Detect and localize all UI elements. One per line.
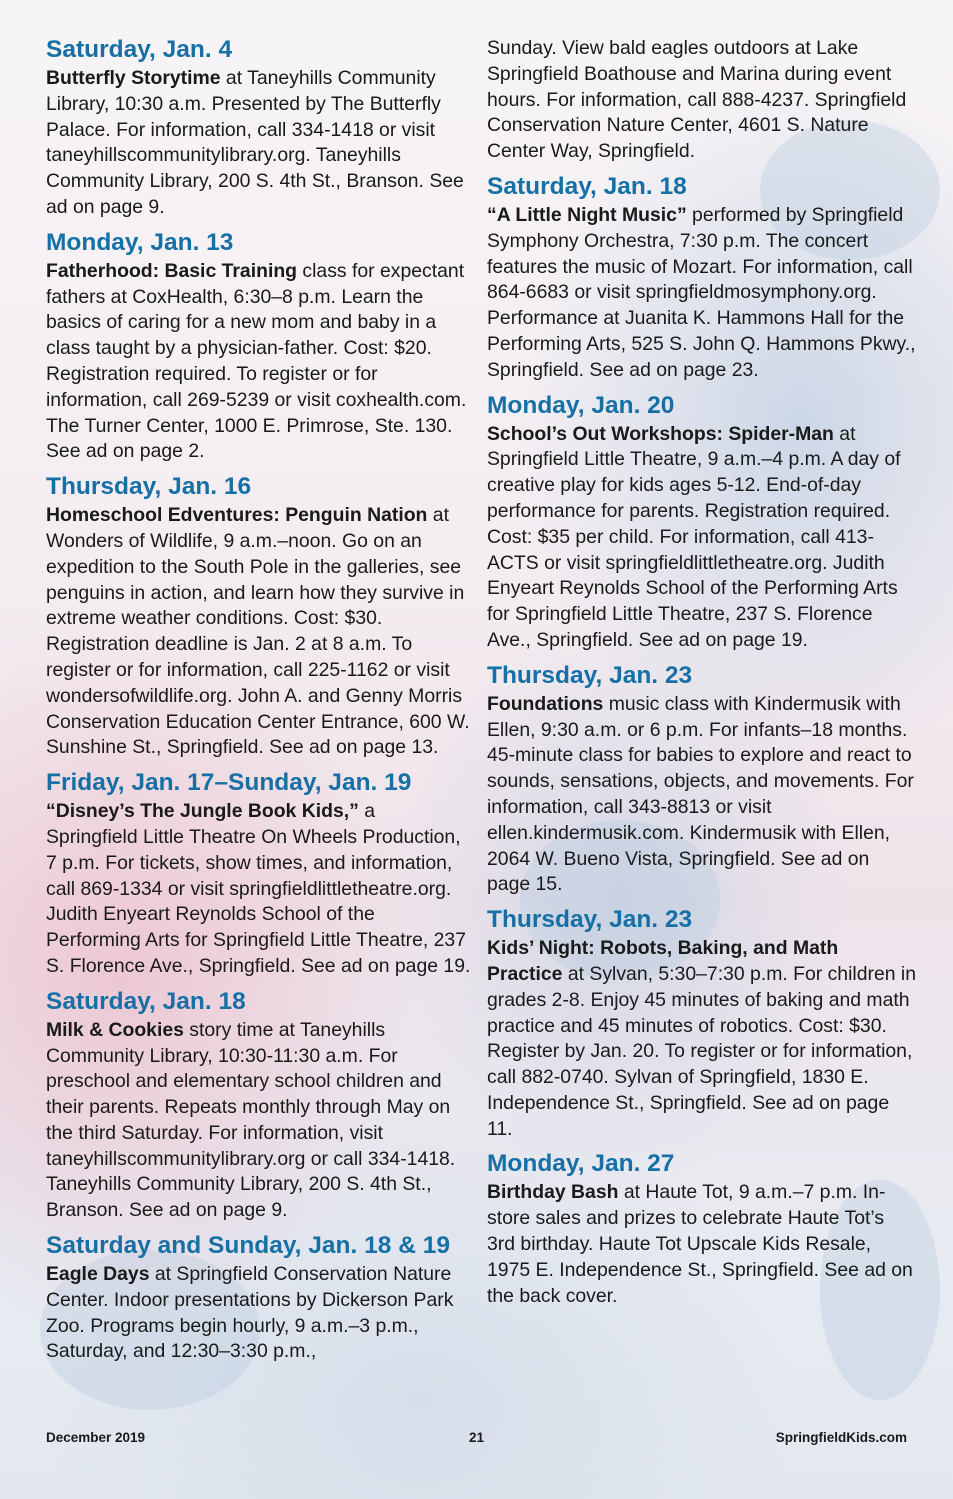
event-date-heading: Friday, Jan. 17–Sunday, Jan. 19	[46, 769, 412, 797]
event-details: Sunday. View bald eagles outdoors at Lake Springfield Boathouse and Marina during event hours. For information, call 888-4237. Springfield Conservation Nature Center, 4601 S. Nature Center Way, Springfield.	[487, 37, 907, 163]
page-number: 21	[469, 1430, 485, 1445]
event-details: at Springfield Conservation Nature Center. Indoor presentations by Dickerson Park Zoo. Programs begin hourly, 9 a.m.–3 p.m., Saturday, and 12:30–3:30 p.m.,	[46, 1263, 454, 1363]
event-entry	[46, 36, 471, 221]
event-date-heading: Thursday, Jan. 23	[487, 661, 693, 689]
event-entry	[487, 662, 917, 898]
event-details: at Taneyhills Community Library, 10:30 a.m. Presented by The Butterfly Palace. For information, call 334-1418 or visit taneyhillscommunitylibrary.org. Taneyhills Community Library, 200 S. 4th St., Branson. See ad on page 9.	[46, 67, 464, 218]
event-description	[487, 692, 917, 898]
event-date-heading: Saturday, Jan. 4	[46, 36, 233, 63]
event-title: Fatherhood: Basic Training	[46, 259, 298, 282]
event-details: at Sylvan, 5:30–7:30 p.m. For children in grades 2-8. Enjoy 45 minutes of baking and math practice and 45 minutes of robotics. Cost: $30. Register by Jan. 20. To register or for information, call 882-0740. Sylvan of Springfield, 1830 E. Independence St., Springfield. See ad on page 11.	[487, 962, 916, 1140]
event-title: Foundations	[487, 692, 604, 715]
event-date-heading: Monday, Jan. 13	[46, 228, 234, 256]
event-details: at Wonders of Wildlife, 9 a.m.–noon. Go on an expedition to the South Pole in the galleries, see penguins in action, and learn how they survive in extreme weather conditions. Cost: $30. Registration deadline is Jan. 2 at 8 a.m. To register or for information, call 225-1162 or visit wondersofwildlife.org. John A. and Genny Morris Conservation Education Center Entrance, 600 W. Sunshine St., Springfield. See ad on page 13.	[46, 504, 470, 759]
event-description	[487, 1180, 917, 1309]
event-details: class for expectant fathers at CoxHealth, 6:30–8 p.m. Learn the basics of caring for a new mom and baby in a class taught by a physician-father. Cost: $20. Registration required. To register or for information, call 269-5239 or visit coxhealth.com. The Turner Center, 1000 E. Primrose, Ste. 130. See ad on page 2.	[46, 259, 467, 463]
event-entry	[487, 173, 917, 384]
event-details: at Haute Tot, 9 a.m.–7 p.m. In-store sales and prizes to celebrate Haute Tot’s 3rd birthday. Haute Tot Upscale Kids Resale, 1975 E. Independence St., Springfield. See ad on the back cover.	[487, 1181, 913, 1307]
event-date-heading: Saturday and Sunday, Jan. 18 & 19	[46, 1232, 450, 1260]
event-details: at Springfield Little Theatre, 9 a.m.–4 p.m. A day of creative play for kids ages 5-12. End-of-day performance for parents. Registration required. Cost: $35 per child. For information, call 413-ACTS or visit springfieldlittletheatre.org. Judith Enyeart Reynolds School of the Performing Arts for Springfield Little Theatre, 237 S. Florence Ave., Springfield. See ad on page 19.	[487, 422, 901, 651]
event-date-heading: Saturday, Jan. 18	[487, 172, 687, 200]
event-description	[46, 799, 471, 980]
event-description	[487, 936, 917, 1142]
event-entry	[487, 392, 917, 654]
event-entry	[487, 906, 917, 1142]
event-entry	[46, 473, 471, 761]
event-date-heading: Thursday, Jan. 16	[46, 473, 252, 501]
event-title: Butterfly Storytime	[46, 67, 221, 89]
event-description	[487, 422, 917, 654]
event-description	[46, 503, 471, 761]
event-title: School’s Out Workshops: Spider-Man	[487, 422, 834, 445]
event-entry	[46, 1232, 471, 1365]
event-title: Milk & Cookies	[46, 1018, 184, 1041]
event-description	[487, 203, 917, 384]
event-description	[46, 1018, 471, 1224]
page-footer	[0, 1430, 953, 1450]
event-date-heading: Monday, Jan. 27	[487, 1150, 675, 1178]
event-title: “Disney’s The Jungle Book Kids,”	[46, 800, 359, 823]
event-title: Homeschool Edventures: Penguin Nation	[46, 504, 428, 527]
event-entry	[46, 769, 471, 980]
event-entry	[46, 988, 471, 1224]
event-date-heading: Saturday, Jan. 18	[46, 987, 246, 1015]
event-description	[46, 1262, 471, 1365]
event-title: “A Little Night Music”	[487, 203, 687, 226]
event-date-heading: Thursday, Jan. 23	[487, 906, 693, 934]
event-details: a Springfield Little Theatre On Wheels Production, 7 p.m. For tickets, show times, and information, call 869-1334 or visit springfieldlittletheatre.org. Judith Enyeart Reynolds School of the Performing Arts for Springfield Little Theatre, 237 S. Florence Ave., Springfield. See ad on page 19.	[46, 800, 471, 977]
issue-date: December 2019	[46, 1430, 146, 1445]
event-entry	[487, 1150, 917, 1309]
event-description	[46, 259, 471, 465]
website-link[interactable]: SpringfieldKids.com	[775, 1430, 907, 1445]
event-title: Eagle Days	[46, 1263, 150, 1286]
event-title: Kids’ Night: Robots, Baking, and Math Practice	[487, 937, 839, 985]
event-details: story time at Taneyhills Community Library, 10:30-11:30 a.m. For preschool and elementary school children and their parents. Repeats monthly through May on the third Saturday. For information, visit taneyhillscommunitylibrary.org or call 334-1418. Taneyhills Community Library, 200 S. 4th St., Branson. See ad on page 9.	[46, 1018, 456, 1222]
left-column	[46, 36, 471, 1373]
right-column	[487, 36, 917, 1317]
event-entry	[46, 229, 471, 465]
event-title: Birthday Bash	[487, 1181, 619, 1204]
event-details: performed by Springfield Symphony Orchestra, 7:30 p.m. The concert features the music of Mozart. For information, call 864-6683 or visit springfieldmosymphony.org. Performance at Juanita K. Hammons Hall for the Performing Arts, 525 S. John Q. Hammons Pkwy., Springfield. See ad on page 23.	[487, 203, 916, 381]
event-date-heading: Monday, Jan. 20	[487, 391, 675, 419]
event-description	[46, 66, 471, 221]
event-details: music class with Kindermusik with Ellen, 9:30 a.m. or 6 p.m. For infants–18 months. 45-minute class for babies to explore and react to sounds, sensations, objects, and movements. For information, call 343-8813 or visit ellen.kindermusik.com. Kindermusik with Ellen, 2064 W. Bueno Vista, Springfield. See ad on page 15.	[487, 692, 914, 896]
event-continuation	[487, 36, 917, 165]
